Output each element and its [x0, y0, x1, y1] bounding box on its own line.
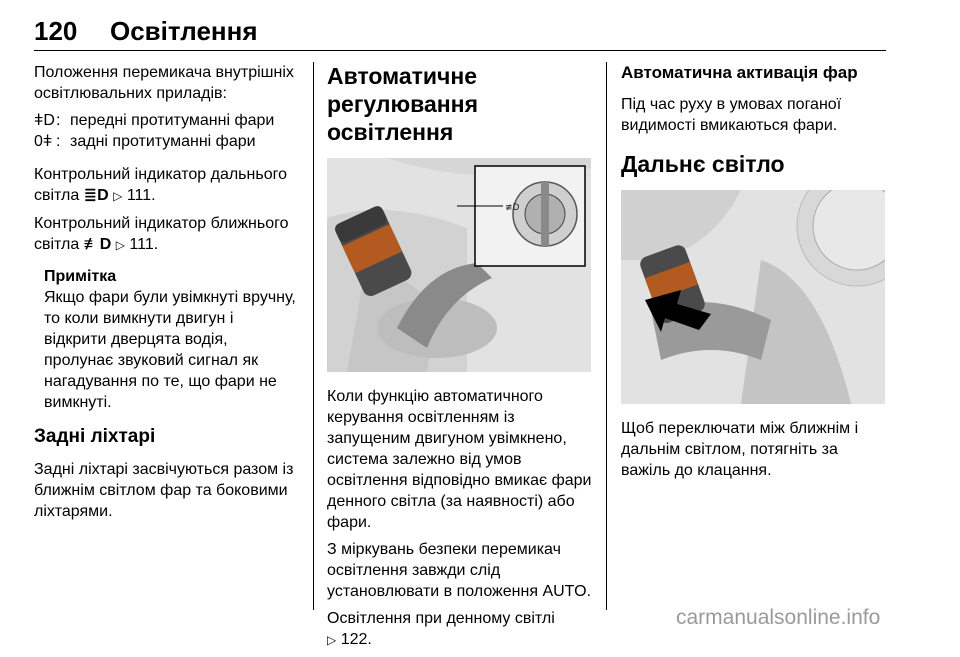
auto-light-control-heading: Автоматичне регулювання освітлення	[327, 63, 478, 145]
high-beam-lever-illustration	[621, 190, 885, 404]
switch-positions-intro: Положення перемикача внутрішніх освітлювальних приладів:	[34, 64, 294, 102]
rear-lights-text: Задні ліхтарі засвічуються разом із ближнім світлом фар та боковими ліхтарями.	[34, 461, 294, 520]
low-beam-indicator-text: Контрольний індикатор ближнього світла ≢D ▷ 111.	[34, 215, 289, 253]
svg-text:≢D: ≢D	[505, 203, 520, 213]
reference-triangle-icon: ▷	[113, 189, 123, 203]
rear-fog-colon: :	[56, 133, 61, 150]
front-fog-colon: :	[56, 112, 61, 129]
reference-triangle-icon: ▷	[115, 238, 125, 252]
daytime-lights-page-ref[interactable]: 122.	[340, 631, 372, 648]
auto-position-paragraph: З міркувань безпеки перемикач освітлення завжди слід установлювати в положення AUTO.	[327, 541, 592, 600]
high-beam-icon: ≣D	[83, 187, 109, 204]
column-divider-2	[606, 62, 607, 610]
daytime-lights-reference: Освітлення при денному світлі ▷ 122.	[327, 610, 555, 648]
low-beam-page-ref[interactable]: 111.	[129, 236, 159, 253]
page-header	[34, 14, 886, 51]
note-text: Якщо фари були увімкнуті вручну, то коли вимкнути двигун і відкрити дверцята водія, пролунає звуковий сигнал як нагадування по те, що фари не вимкнуті.	[44, 289, 296, 411]
note-title: Примітка	[44, 268, 117, 285]
front-fog-light-icon: ǂD	[34, 112, 55, 129]
high-beam-lever-drawing	[621, 190, 885, 404]
column-divider-1	[313, 62, 314, 610]
high-beam-heading: Дальнє світло	[621, 151, 785, 177]
page-number: 120	[34, 16, 78, 46]
auto-position-label: AUTO	[542, 583, 587, 600]
rear-fog-light-icon: 0ǂ	[34, 133, 53, 150]
high-beam-indicator-text: Контрольний індикатор дальнього світла ≣D ▷ 111.	[34, 166, 287, 204]
column-2	[327, 62, 593, 657]
front-fog-text: передні протитуманні фари	[70, 112, 275, 129]
column-1	[34, 62, 298, 528]
front-fog-row	[34, 110, 298, 131]
auto-light-paragraph: Коли функцію автоматичного керування освітленням із запущеним двигуном увімкнено, система залежно від умов освітлення відповідно вмикає фари денного світла (за наявності) або фари.	[327, 388, 592, 531]
reference-triangle-icon: ▷	[327, 633, 337, 647]
column-3	[621, 62, 889, 487]
watermark: carmanualsonline.info	[676, 606, 881, 629]
rear-lights-heading: Задні ліхтарі	[34, 426, 156, 447]
low-beam-icon: ≢D	[83, 236, 112, 253]
auto-activation-text: Під час руху в умовах поганої видимості вмикаються фари.	[621, 96, 842, 134]
page-title: Освітлення	[110, 16, 258, 46]
rear-fog-row	[34, 131, 298, 152]
high-beam-page-ref[interactable]: 111.	[126, 187, 156, 204]
rear-fog-text: задні протитуманні фари	[70, 133, 256, 150]
light-switch-drawing	[327, 158, 591, 372]
auto-activation-heading: Автоматична активація фар	[621, 63, 858, 82]
high-beam-switch-text: Щоб переключати між ближнім і дальнім світлом, потягніть за важіль до клацання.	[621, 420, 859, 479]
light-switch-illustration	[327, 158, 591, 372]
note-box	[34, 266, 298, 413]
